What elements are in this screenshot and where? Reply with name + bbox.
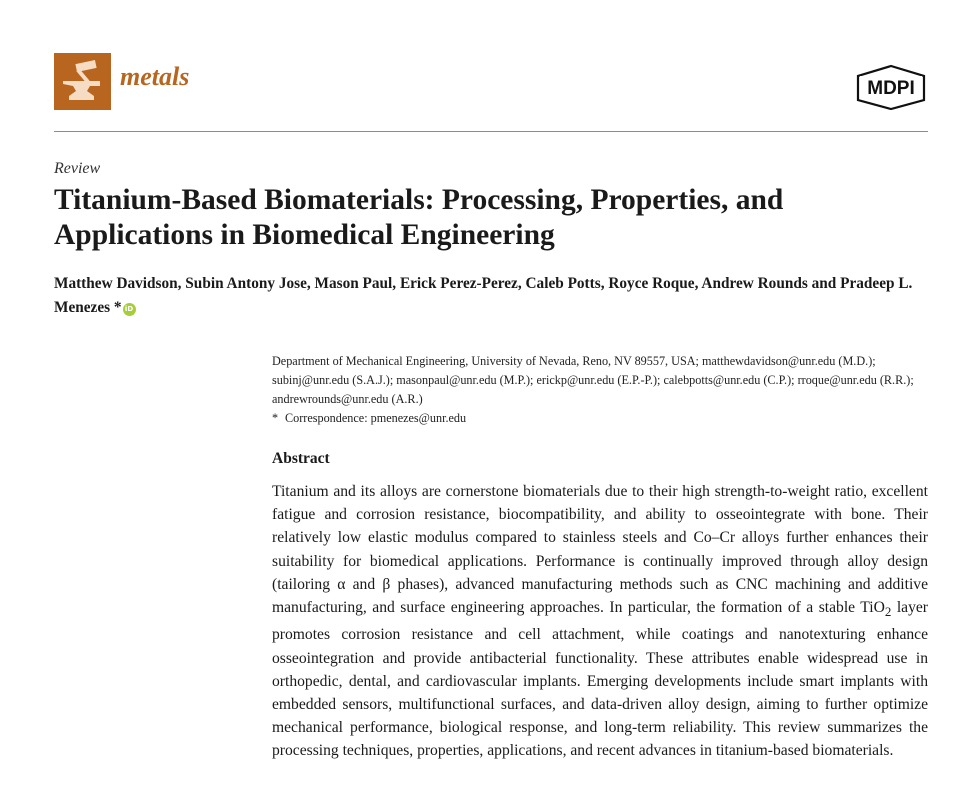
abstract-text	[272, 480, 928, 763]
affiliation-block	[272, 352, 932, 428]
header-divider	[54, 131, 928, 132]
correspondence-line	[272, 409, 932, 428]
journal-name[interactable]: metals	[120, 62, 190, 91]
article-type: Review	[54, 160, 101, 177]
correspondence-email[interactable]: Correspondence: pmenezes@unr.edu	[285, 411, 467, 425]
author-names: Matthew Davidson, Subin Antony Jose, Mason Paul, Erick Perez-Perez, Caleb Potts, Royce Roque, Andrew Rounds and Pradeep L. Menezes *	[54, 275, 913, 316]
abstract-subscript: 2	[884, 604, 892, 620]
abstract-heading: Abstract	[272, 450, 330, 467]
journal-logo-icon	[54, 53, 111, 110]
article-title: Titanium-Based Biomaterials: Processing, Properties, and Applications in Biomedical Engineering	[54, 184, 784, 251]
mdpi-logo-text: MDPI	[867, 78, 915, 99]
author-list	[54, 272, 934, 320]
affiliation-text: Department of Mechanical Engineering, University of Nevada, Reno, NV 89557, USA; matthewdavidson@unr.edu (M.D.); subinj@unr.edu (S.A.J.); masonpaul@unr.edu (M.P.); erickp@unr.edu (E.P.-P.); calebpotts@unr.edu (C.P.); rroque@unr.edu (R.R.); andrewrounds@unr.edu (A.R.)	[272, 354, 914, 406]
mdpi-logo[interactable]	[854, 62, 928, 110]
orcid-icon[interactable]: iD	[123, 303, 136, 316]
correspondence-marker: *	[272, 411, 279, 425]
abstract-part-1: Titanium and its alloys are cornerstone biomaterials due to their high strength-to-weight ratio, excellent fatigue and corrosion resistance, biocompatibility, and ability to osseointegrate with bone. Their relatively low elastic modulus compared to stainless steels and Co–Cr alloys further enhances their suitability for biomedical applications. Performance is continually improved through alloy design (tailoring α and β phases), advanced manufacturing methods such as CNC machining and additive manufacturing, and surface engineering approaches. In particular, the formation of a stable TiO	[272, 483, 928, 617]
abstract-part-2: layer promotes corrosion resistance and cell attachment, while coatings and nanotexturing enhance osseointegration and provide antibacterial functionality. These attributes enable widespread use in orthopedic, dental, and cardiovascular implants. Emerging developments include smart implants with embedded sensors, multifunctional surfaces, and data-driven alloy design, aiming to further optimize mechanical performance, biological response, and long-term reliability. This review summarizes the processing techniques, properties, applications, and recent advances in titanium-based biomaterials.	[272, 599, 928, 760]
